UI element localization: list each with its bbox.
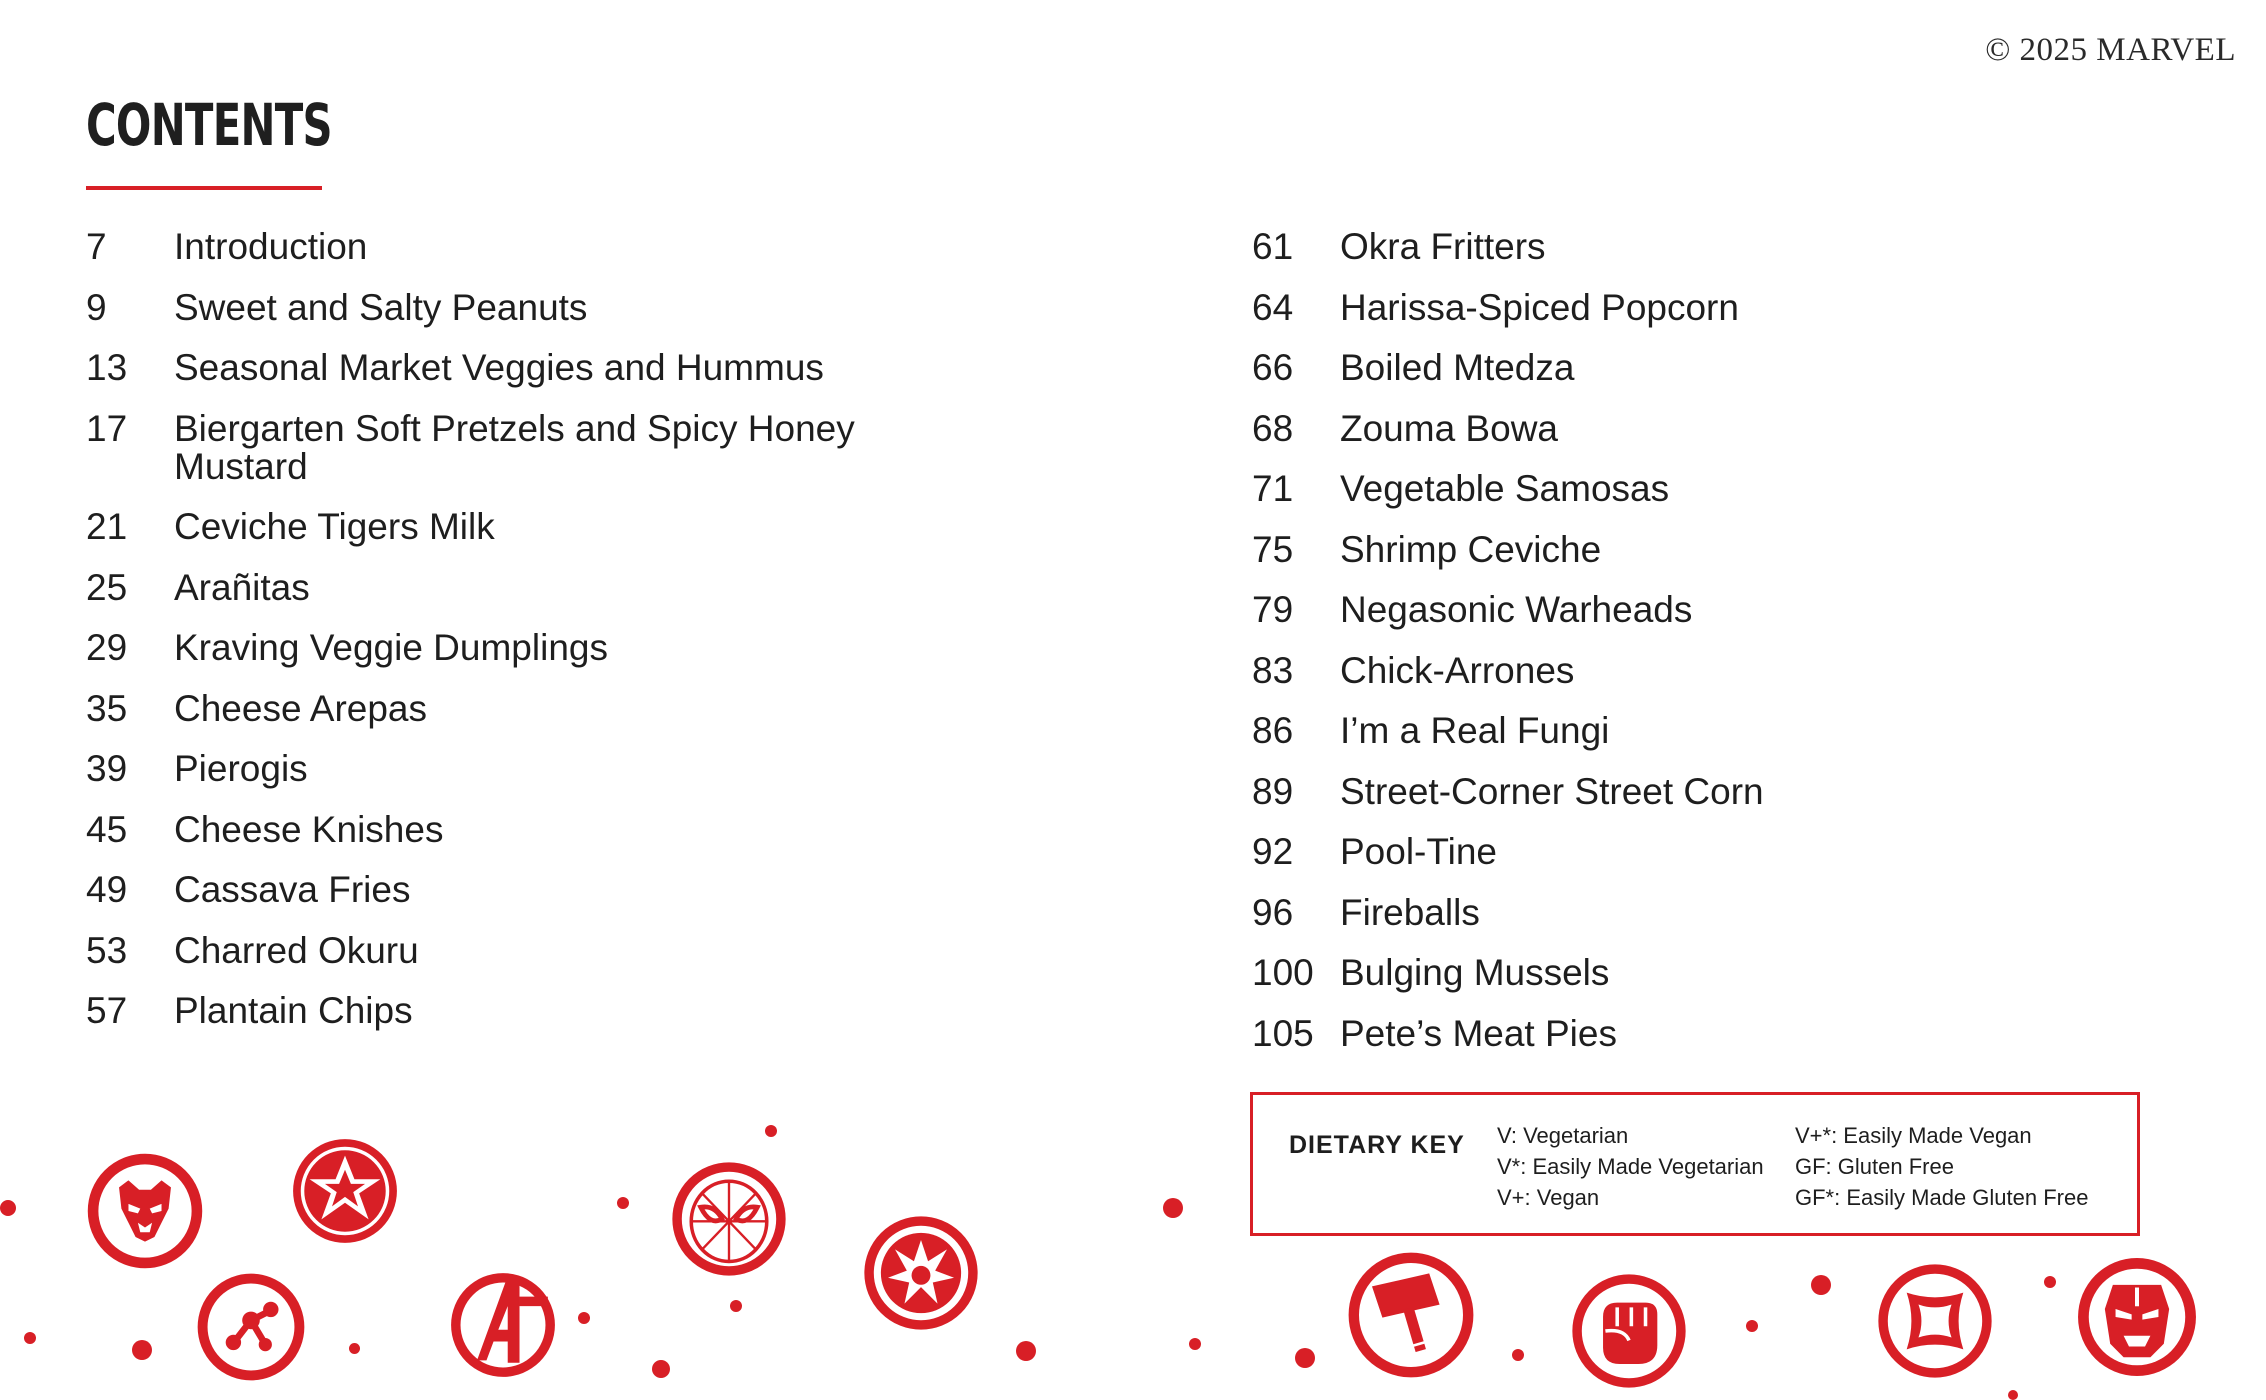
page-title: CONTENTS	[86, 91, 332, 159]
decorative-dot	[652, 1360, 670, 1378]
decorative-dot	[2044, 1276, 2056, 1288]
toc-entry-title: Cassava Fries	[174, 869, 411, 910]
toc-entry-title: Cheese Arepas	[174, 687, 428, 729]
dietary-key-item: GF: Gluten Free	[1795, 1154, 1954, 1179]
decorative-dot	[349, 1343, 360, 1354]
toc-entry[interactable]	[1252, 833, 2152, 871]
toc-entry[interactable]	[1252, 712, 2152, 750]
black-panther-icon	[86, 1152, 204, 1270]
dietary-key-label: DIETARY KEY	[1289, 1131, 1465, 1159]
toc-entry-title: Charred Okuru	[174, 929, 419, 971]
toc-entry-title: Vegetable Samosas	[1340, 468, 1670, 509]
decorative-dot	[617, 1197, 629, 1209]
toc-page-number: 66	[1252, 347, 1294, 388]
toc-page-number: 100	[1252, 952, 1314, 993]
dietary-key-item: V*: Easily Made Vegetarian	[1497, 1154, 1764, 1179]
dietary-key-column	[1497, 1120, 1764, 1213]
decorative-dot	[2008, 1390, 2018, 1400]
toc-entry[interactable]	[1252, 349, 2152, 387]
decorative-dot	[132, 1340, 152, 1360]
toc-entry-title: Harissa-Spiced Popcorn	[1340, 286, 1739, 328]
toc-page-number: 25	[86, 566, 128, 608]
iron-man-icon	[2070, 1250, 2204, 1384]
toc-entry-title: Street-Corner Street Corn	[1340, 770, 1764, 812]
decorative-dot	[765, 1125, 777, 1137]
toc-entry[interactable]	[86, 871, 986, 909]
decorative-dot	[1163, 1198, 1183, 1218]
toc-entry-title: Plantain Chips	[174, 990, 413, 1031]
toc-page-number: 71	[1252, 468, 1294, 509]
toc-page-number: 21	[86, 506, 128, 547]
toc-page-number: 35	[86, 687, 128, 729]
toc-page-number: 9	[86, 286, 107, 328]
decorative-dot	[1512, 1349, 1524, 1361]
toc-page-number: 49	[86, 869, 128, 910]
toc-entry-title: Pool-Tine	[1340, 831, 1497, 872]
toc-page-number: 61	[1252, 226, 1294, 267]
toc-page-number: 105	[1252, 1012, 1314, 1054]
toc-entry[interactable]	[86, 286, 986, 328]
toc-entry[interactable]	[86, 228, 986, 266]
decorative-dot	[24, 1332, 36, 1344]
toc-entry-title: Negasonic Warheads	[1340, 589, 1693, 630]
ant-man-icon	[196, 1272, 306, 1382]
toc-entry[interactable]	[86, 750, 986, 788]
title-underline	[86, 186, 322, 190]
toc-entry[interactable]	[86, 808, 986, 850]
hulk-fist-icon	[1570, 1272, 1688, 1390]
toc-entry[interactable]	[86, 929, 986, 971]
toc-entry[interactable]	[1252, 407, 2152, 449]
toc-page-number: 86	[1252, 710, 1294, 751]
toc-entry-title: Pete’s Meat Pies	[1340, 1012, 1617, 1054]
toc-entry-title: Cheese Knishes	[174, 808, 444, 850]
toc-entry-title: Kraving Veggie Dumplings	[174, 627, 608, 668]
toc-page-number: 92	[1252, 831, 1294, 872]
toc-entry[interactable]	[86, 629, 986, 667]
toc-page-number: 79	[1252, 589, 1294, 630]
decorative-dot	[1811, 1275, 1831, 1295]
toc-entry-title: Fireballs	[1340, 891, 1480, 933]
toc-page-number: 64	[1252, 286, 1294, 328]
toc-entry-title: Arañitas	[174, 566, 310, 608]
toc-entry-title: I’m a Real Fungi	[1340, 710, 1610, 751]
toc-entry-title: Biergarten Soft Pretzels and Spicy Honey Mustard	[174, 407, 855, 487]
toc-page-number: 68	[1252, 407, 1294, 449]
toc-entry-title: Seasonal Market Veggies and Hummus	[174, 347, 824, 388]
toc-entry-title: Pierogis	[174, 748, 308, 789]
toc-entry[interactable]	[1252, 770, 2152, 812]
toc-entry[interactable]	[1252, 528, 2152, 570]
toc-entry[interactable]	[86, 349, 986, 387]
decorative-dot	[1746, 1320, 1758, 1332]
captain-marvel-icon	[286, 1132, 404, 1250]
toc-page-number: 13	[86, 347, 128, 388]
toc-entry[interactable]	[86, 687, 986, 729]
toc-page-number: 83	[1252, 649, 1294, 691]
dietary-key-item: V: Vegetarian	[1497, 1123, 1629, 1148]
toc-right-column	[1252, 228, 2152, 1075]
toc-entry[interactable]	[1252, 1012, 2152, 1054]
toc-entry-title: Okra Fritters	[1340, 226, 1546, 267]
toc-page-number: 96	[1252, 891, 1294, 933]
decorative-dot	[730, 1300, 742, 1312]
black-widow-icon	[1876, 1262, 1994, 1380]
toc-entry[interactable]	[1252, 228, 2152, 266]
toc-page-number: 39	[86, 748, 128, 789]
toc-entry-title: Chick-Arrones	[1340, 649, 1575, 691]
avengers-icon	[444, 1266, 562, 1384]
decorative-dot	[1295, 1348, 1315, 1368]
toc-entry[interactable]	[1252, 954, 2152, 992]
toc-entry[interactable]	[1252, 891, 2152, 933]
dietary-key-item: GF*: Easily Made Gluten Free	[1795, 1185, 2089, 1210]
decorative-dot	[578, 1312, 590, 1324]
toc-entry[interactable]	[86, 566, 986, 608]
toc-entry[interactable]	[86, 508, 986, 546]
spider-man-icon	[670, 1160, 788, 1278]
guardians-icon	[862, 1214, 980, 1332]
dietary-key-column	[1795, 1120, 2088, 1213]
dietary-key-box	[1250, 1092, 2140, 1236]
toc-entry-title: Ceviche Tigers Milk	[174, 506, 495, 547]
toc-page-number: 17	[86, 407, 128, 449]
toc-entry[interactable]	[1252, 470, 2152, 508]
thor-hammer-icon	[1346, 1250, 1476, 1380]
toc-page-number: 57	[86, 990, 128, 1031]
toc-entry-title: Bulging Mussels	[1340, 952, 1610, 993]
toc-page-number: 53	[86, 929, 128, 971]
copyright-notice: © 2025 MARVEL	[1985, 32, 2236, 68]
toc-entry-title: Boiled Mtedza	[1340, 347, 1575, 388]
dietary-key-item: V+: Vegan	[1497, 1185, 1600, 1210]
toc-page-number: 29	[86, 627, 128, 668]
toc-left-column	[86, 228, 986, 1053]
toc-entry[interactable]	[1252, 286, 2152, 328]
toc-page-number: 89	[1252, 770, 1294, 812]
toc-entry-title: Sweet and Salty Peanuts	[174, 286, 588, 328]
toc-entry[interactable]	[86, 992, 986, 1030]
toc-entry[interactable]	[1252, 591, 2152, 629]
toc-page-number: 45	[86, 808, 128, 850]
decorative-dot	[1016, 1341, 1036, 1361]
toc-entry[interactable]	[86, 407, 986, 487]
toc-entry-title: Shrimp Ceviche	[1340, 528, 1602, 570]
decorative-dot	[1189, 1338, 1201, 1350]
dietary-key-item: V+*: Easily Made Vegan	[1795, 1123, 2032, 1148]
toc-entry-title: Introduction	[174, 226, 368, 267]
decorative-dot	[0, 1200, 16, 1216]
toc-entry-title: Zouma Bowa	[1340, 407, 1558, 449]
toc-page-number: 75	[1252, 528, 1294, 570]
toc-page-number: 7	[86, 226, 107, 267]
toc-entry[interactable]	[1252, 649, 2152, 691]
